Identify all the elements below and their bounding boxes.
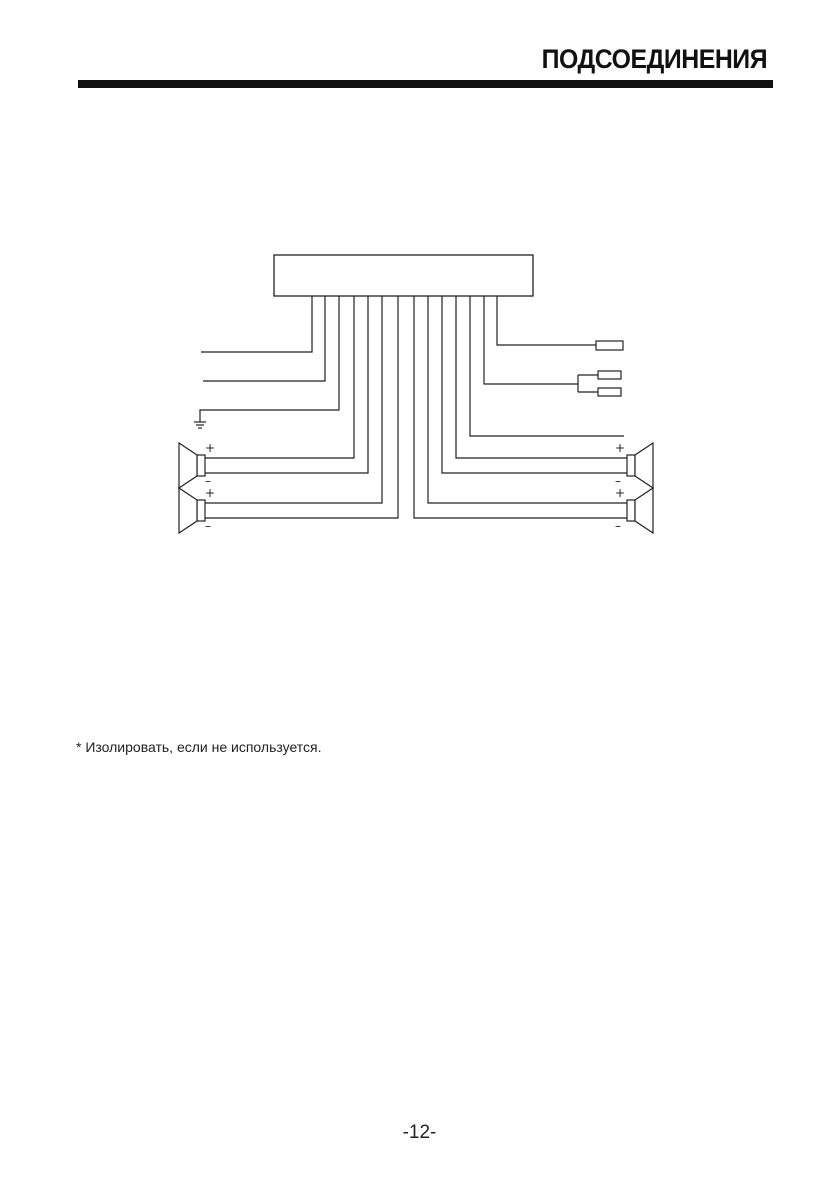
polarity-minus-left-front: – [205,474,211,488]
page-title: ПОДСОЕДИНЕНИЯ [541,44,767,74]
wire-right-top [497,296,596,345]
page-number: -12- [402,1122,437,1143]
wire-ground [200,296,339,422]
connector-plug-top [596,341,623,350]
wire-right-speaker2-plus [428,296,627,503]
polarity-minus-left-rear: – [205,519,211,533]
ground-icon [194,422,206,428]
wire-bundle [200,296,627,518]
wire-left-speaker2-plus [205,296,382,503]
polarity-plus-left-front: + [205,441,216,455]
polarity-minus-right-rear: – [615,519,621,533]
wire-left-2 [203,296,325,381]
wire-rca-split [578,375,598,392]
wire-right-1 [470,296,624,436]
polarity-plus-left-rear: + [205,486,216,500]
wire-right-speaker2-minus [414,296,627,518]
head-unit-box [274,255,533,296]
footnote: * Изолировать, если не используется. [76,739,322,755]
connector-rca-1 [598,371,621,379]
polarity-plus-right-rear: + [615,486,626,500]
speaker-icon-right-rear [627,488,653,533]
connector-rca-2 [598,388,621,396]
wire-left-1 [201,296,312,352]
wire-left-speaker1-minus [205,296,368,473]
speaker-icon-right-front [627,443,653,488]
wire-left-speaker1-plus [205,296,354,458]
wire-left-speaker2-minus [205,296,398,518]
polarity-plus-right-front: + [615,441,626,455]
wire-right-rca [484,296,578,384]
speaker-icon-left-front [179,443,205,488]
polarity-minus-right-front: – [615,474,621,488]
speaker-icon-left-rear [179,488,205,533]
